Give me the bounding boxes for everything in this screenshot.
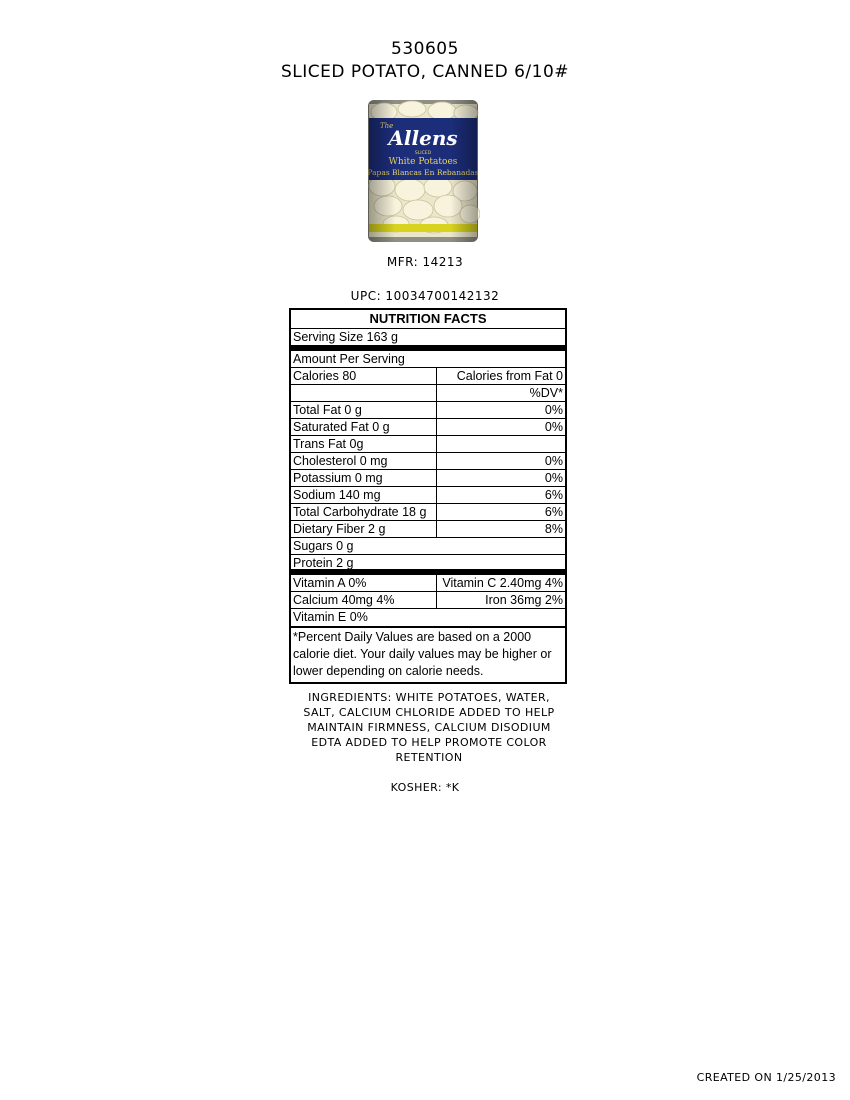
- calories-from-fat: Calories from Fat 0: [456, 369, 563, 383]
- nutrient-label: Dietary Fiber 2 g: [291, 521, 437, 537]
- protein-row: [291, 555, 565, 575]
- vitamin-row: [291, 575, 565, 592]
- vitamin-a: Vitamin A 0%: [291, 575, 437, 591]
- dv-header-row: [291, 385, 565, 402]
- nutrient-dv: 0%: [544, 420, 563, 434]
- serving-size-row: [291, 329, 565, 351]
- amount-per-serving-row: [291, 351, 565, 368]
- product-can-image: [366, 98, 480, 244]
- nutrient-label: Total Carbohydrate 18 g: [291, 504, 437, 520]
- mfr-number: MFR: 14213: [386, 255, 464, 269]
- upc-number: UPC: 10034700142132: [350, 289, 500, 303]
- kosher-info: KOSHER: *K: [390, 781, 460, 794]
- vitamin-e-row: [291, 609, 565, 626]
- nutrient-dv: 6%: [544, 488, 563, 502]
- mineral-row: [291, 592, 565, 609]
- nutrient-dv: [437, 436, 565, 452]
- nutrient-label: Cholesterol 0 mg: [291, 453, 437, 469]
- calories-row: [291, 368, 565, 385]
- nutrient-row: [291, 453, 565, 470]
- vitamin-e: Vitamin E 0%: [293, 610, 368, 624]
- nutrient-row: [291, 487, 565, 504]
- dv-header: %DV*: [529, 386, 563, 400]
- nutrient-label: Potassium 0 mg: [291, 470, 437, 486]
- nutrient-row: [291, 470, 565, 487]
- daily-value-footnote: *Percent Daily Values are based on a 2000 calorie diet. Your daily values may be higher or lower depending on calorie needs.: [291, 626, 565, 682]
- created-date: CREATED ON 1/25/2013: [696, 1071, 836, 1084]
- nutrient-dv: 0%: [544, 454, 563, 468]
- nutrient-dv: 0%: [544, 471, 563, 485]
- protein: Protein 2 g: [293, 556, 354, 570]
- nutrient-label: Saturated Fat 0 g: [291, 419, 437, 435]
- ingredients-text: INGREDIENTS: WHITE POTATOES, WATER, SALT, CALCIUM CHLORIDE ADDED TO HELP MAINTAIN FIRMNESS, CALCIUM DISODIUM EDTA ADDED TO HELP PROMOTE COLOR RETENTION: [303, 691, 555, 764]
- item-number: 530605: [391, 39, 459, 59]
- sugars: Sugars 0 g: [293, 539, 354, 553]
- nutrition-facts-table: [289, 308, 567, 684]
- nutrient-dv: 0%: [544, 403, 563, 417]
- serving-size: Serving Size 163 g: [293, 330, 398, 344]
- calcium: Calcium 40mg 4%: [291, 592, 437, 608]
- nutrient-row: [291, 419, 565, 436]
- nutrient-row: [291, 436, 565, 453]
- vitamin-c: Vitamin C 2.40mg 4%: [442, 576, 563, 590]
- sugars-row: [291, 538, 565, 555]
- item-name: SLICED POTATO, CANNED 6/10#: [280, 62, 570, 82]
- title-block: [0, 38, 850, 84]
- nutrition-facts-title: NUTRITION FACTS: [291, 310, 565, 329]
- nutrient-label: Total Fat 0 g: [291, 402, 437, 418]
- iron: Iron 36mg 2%: [485, 593, 563, 607]
- nutrient-label: Trans Fat 0g: [291, 436, 437, 452]
- nutrient-label: Sodium 140 mg: [291, 487, 437, 503]
- nutrient-dv: 6%: [544, 505, 563, 519]
- nutrient-row: [291, 504, 565, 521]
- nutrient-row: [291, 521, 565, 538]
- nutrient-row: [291, 402, 565, 419]
- amount-per-serving: Amount Per Serving: [293, 352, 405, 366]
- nutrient-dv: 8%: [544, 522, 563, 536]
- calories: Calories 80: [291, 368, 437, 384]
